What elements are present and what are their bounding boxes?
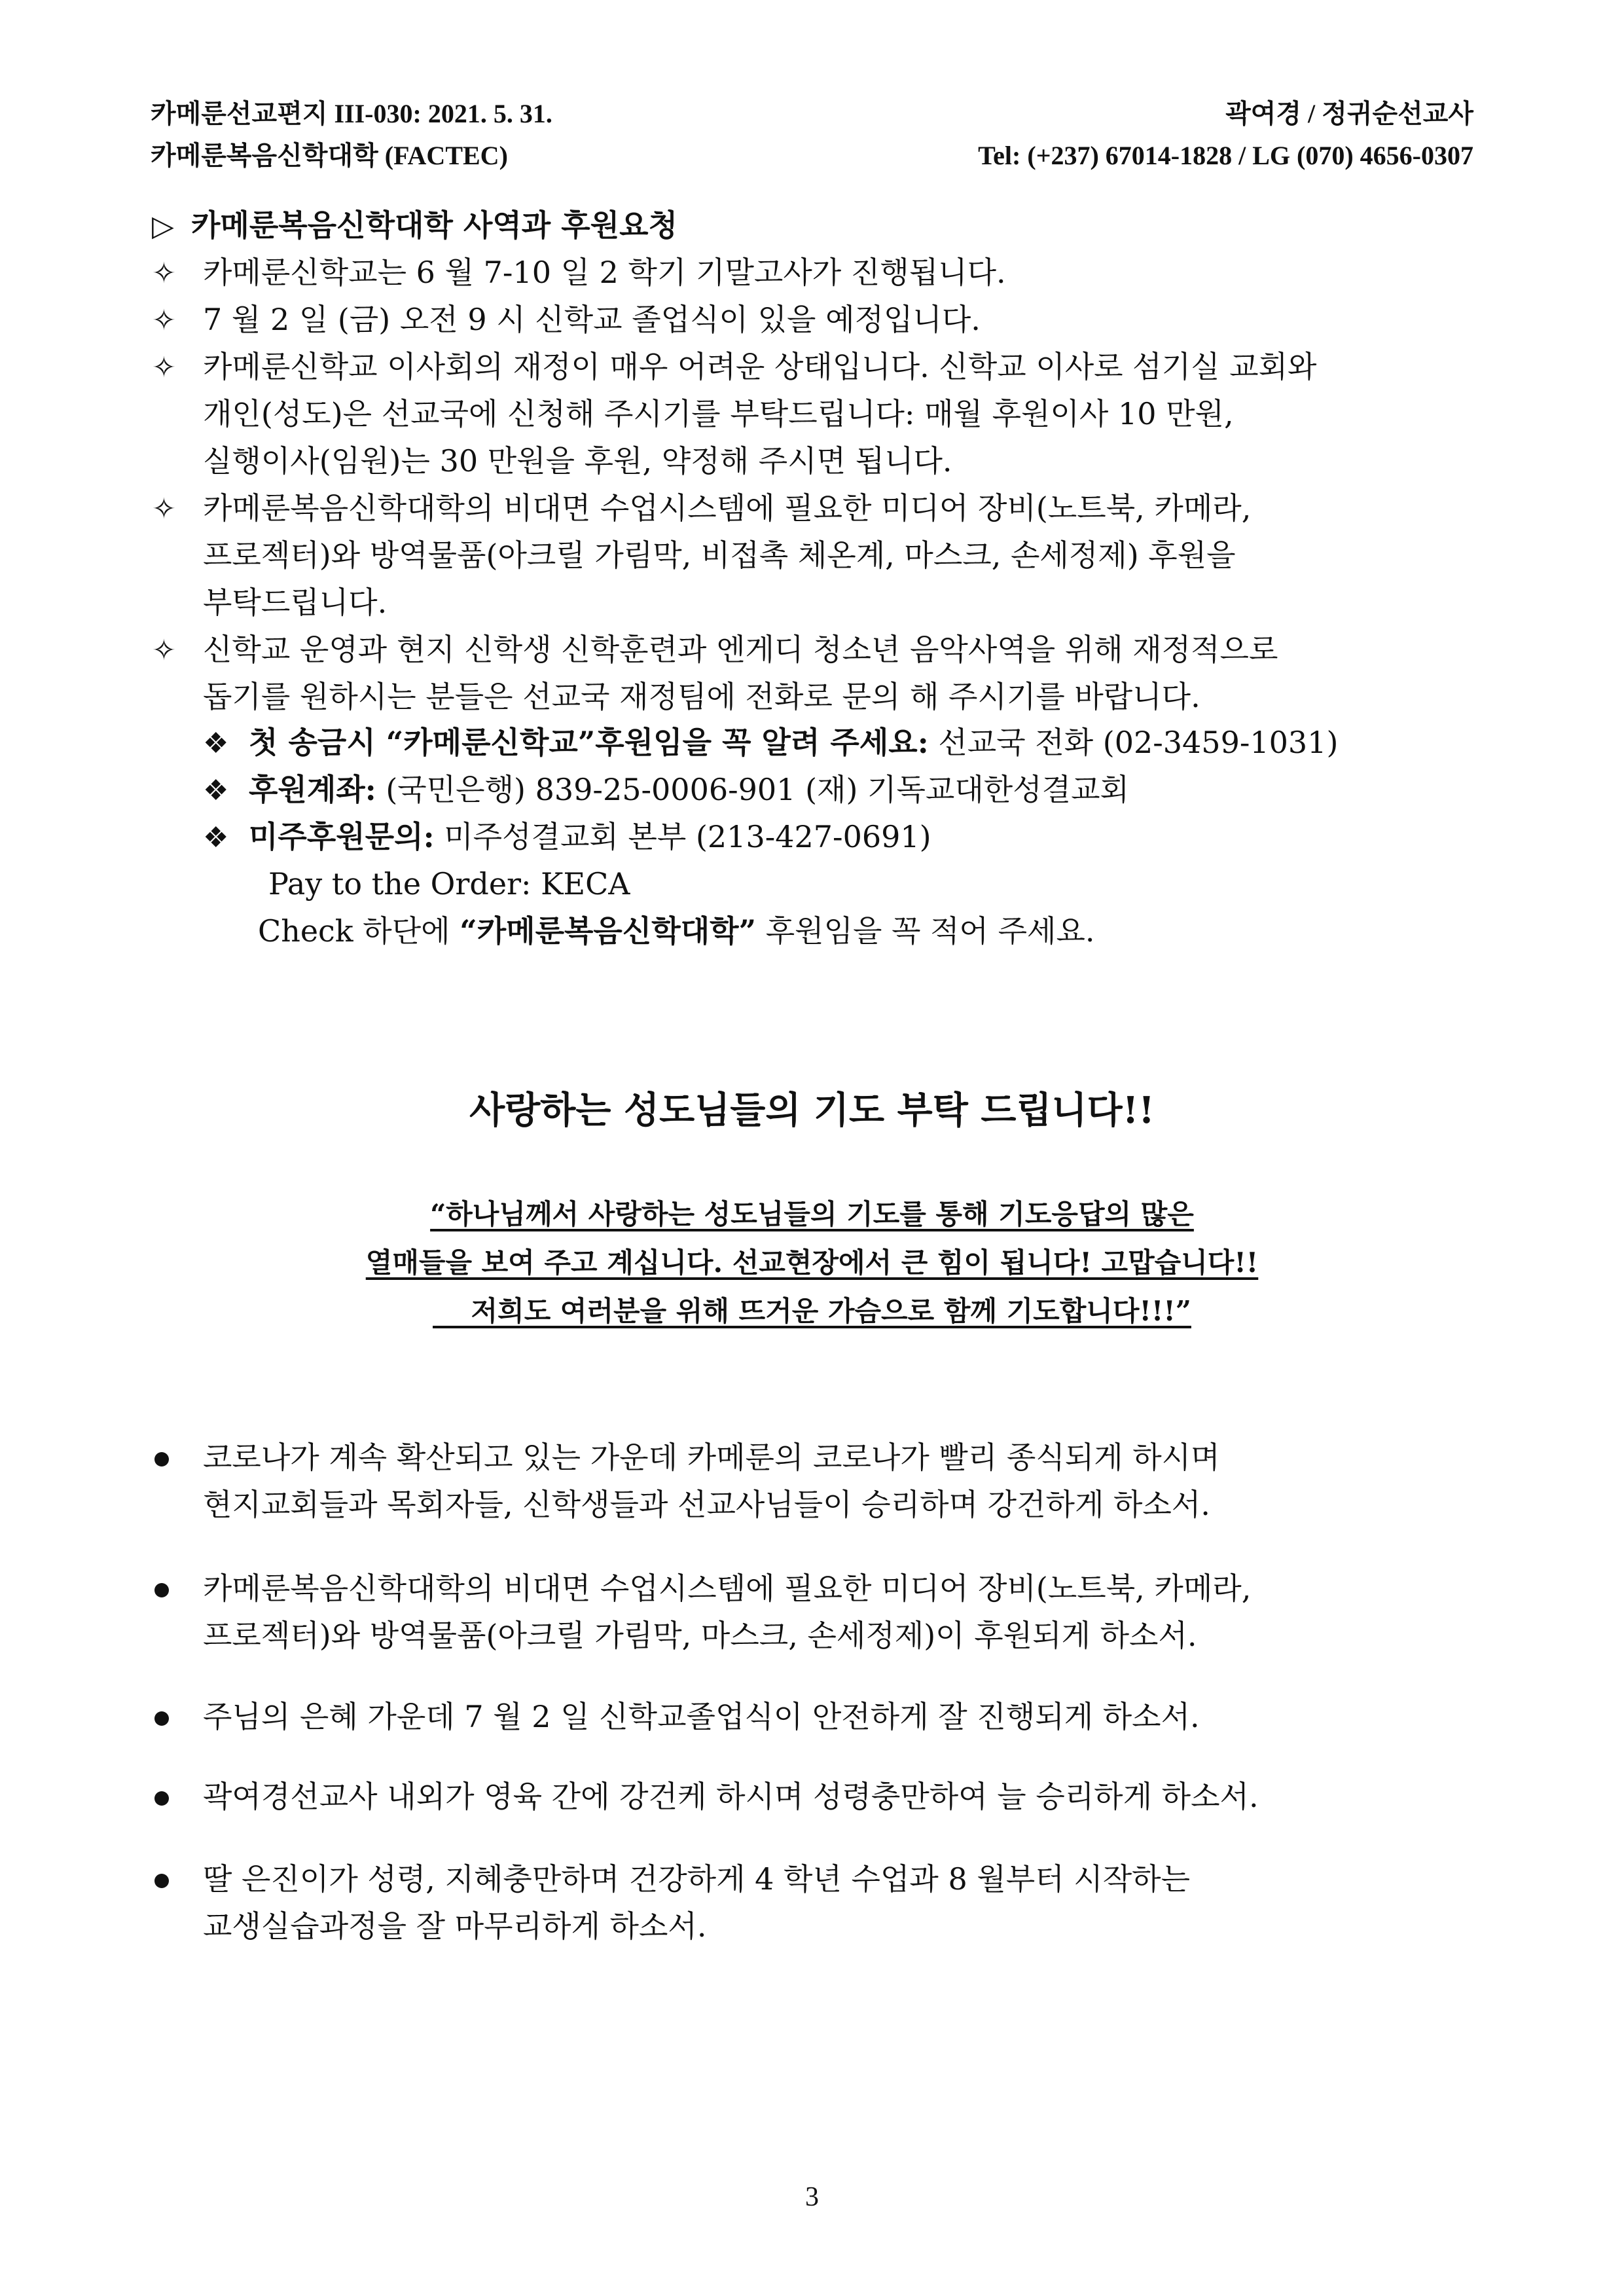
item-line: 프로젝터)와 방역물품(아크릴 가림막, 비접촉 체온계, 마스크, 손세정제) 후원을 xyxy=(203,538,1236,573)
subitem-label: 첫 송금시 “카메룬신학교”후원임을 꼭 알려 주세요: xyxy=(249,725,929,760)
prayer-line: 딸 은진이가 성령, 지혜충만하며 건강하게 4 학년 수업과 8 월부터 시작하는 xyxy=(203,1861,1191,1897)
check-note-pre: Check 하단에 xyxy=(258,913,460,949)
diamond-bullet-icon: ❖ xyxy=(203,774,229,807)
check-note-bold: “카메룬복음신학대학” xyxy=(460,913,757,949)
item-line: 신학교 운영과 현지 신학생 신학훈련과 엔게디 청소년 음악사역을 위해 재정적으로 xyxy=(203,632,1278,667)
prayer-line: 코로나가 계속 확산되고 있는 가운데 카메룬의 코로나가 빨리 종식되게 하시며 xyxy=(203,1440,1220,1475)
section-title: 카메룬복음신학대학 사역과 후원요청 xyxy=(191,208,678,243)
sparkle-bullet-icon: ✧ xyxy=(152,492,176,526)
prayer-line: 현지교회들과 목회자들, 신학생들과 선교사님들이 승리하며 강건하게 하소서. xyxy=(203,1487,1210,1522)
sparkle-bullet-icon: ✧ xyxy=(152,634,176,667)
diamond-bullet-icon: ❖ xyxy=(203,821,229,854)
item-line: 개인(성도)은 선교국에 신청해 주시기를 부탁드립니다: 매월 후원이사 10 만원, xyxy=(203,396,1234,431)
quote-line xyxy=(0,1195,1624,1233)
prayer-line: 곽여경선교사 내외가 영육 간에 강건케 하시며 성령충만하여 늘 승리하게 하소서. xyxy=(203,1779,1259,1814)
bullet-dot-icon xyxy=(154,1583,169,1597)
subitem-value: 미주성결교회 본부 (213-427-0691) xyxy=(434,819,931,854)
prayer-line: 카메룬복음신학대학의 비대면 수업시스템에 필요한 미디어 장비(노트북, 카메라, xyxy=(203,1571,1252,1606)
check-note-line xyxy=(258,911,1095,951)
prayer-line: 교생실습과정을 잘 마무리하게 하소서. xyxy=(203,1908,707,1944)
item-line: 7 월 2 일 (금) 오전 9 시 신학교 졸업식이 있을 예정입니다. xyxy=(203,302,981,337)
subitem-value: 선교국 전화 (02-3459-1031) xyxy=(928,725,1339,760)
sparkle-bullet-icon: ✧ xyxy=(152,304,176,337)
quote-text: 저희도 여러분을 위해 뜨거운 가슴으로 함께 기도합니다!!!” xyxy=(433,1295,1191,1327)
bullet-dot-icon xyxy=(154,1791,169,1806)
sparkle-bullet-icon: ✧ xyxy=(152,257,176,290)
missionary-names: 곽여경 / 정귀순선교사 xyxy=(1225,99,1473,128)
quote-text: 열매들을 보여 주고 계십니다. 선교현장에서 큰 힘이 됩니다! 고맙습니다!! xyxy=(365,1247,1259,1279)
item-line: 카메룬신학교 이사회의 재정이 매우 어려운 상태입니다. 신학교 이사로 섬기실 교회와 xyxy=(203,349,1317,384)
prayer-line: 프로젝터)와 방역물품(아크릴 가림막, 마스크, 손세정제)이 후원되게 하소서. xyxy=(203,1618,1197,1653)
page-number: 3 xyxy=(805,2182,819,2212)
section-marker-icon: ▷ xyxy=(152,210,174,243)
subitem-value: (국민은행) 839-25-0006-901 (재) 기독교대한성결교회 xyxy=(376,772,1129,807)
header-row-1 xyxy=(151,97,1473,132)
header-row-2 xyxy=(151,139,1473,174)
subitem-label: 미주후원문의: xyxy=(249,819,435,854)
item-line: 돕기를 원하시는 분들은 선교국 재정팀에 전화로 문의 해 주시기를 바랍니다. xyxy=(203,679,1200,714)
subitem-line xyxy=(249,817,931,856)
sparkle-bullet-icon: ✧ xyxy=(152,351,176,384)
pay-to-line: Pay to the Order: KECA xyxy=(268,866,630,902)
bullet-dot-icon xyxy=(154,1711,169,1726)
item-line: 부탁드립니다. xyxy=(203,585,388,620)
item-line: 카메룬복음신학대학의 비대면 수업시스템에 필요한 미디어 장비(노트북, 카메라, xyxy=(203,490,1252,526)
prayer-request-title: 사랑하는 성도님들의 기도 부탁 드립니다!! xyxy=(469,1089,1155,1132)
prayer-line: 주님의 은혜 가운데 7 월 2 일 신학교졸업식이 안전하게 잘 진행되게 하소서. xyxy=(203,1699,1200,1734)
bullet-dot-icon xyxy=(154,1874,169,1888)
bullet-dot-icon xyxy=(154,1452,169,1467)
check-note-post: 후원임을 꼭 적어 주세요. xyxy=(756,913,1095,949)
subitem-line xyxy=(249,723,1338,762)
item-line: 실행이사(임원)는 30 만원을 후원, 약정해 주시면 됩니다. xyxy=(203,443,952,479)
quote-line xyxy=(0,1244,1624,1282)
quote-text: “하나님께서 사랑하는 성도님들의 기도를 통해 기도응답의 많은 xyxy=(430,1198,1194,1230)
subitem-line xyxy=(249,770,1129,809)
quote-line xyxy=(0,1292,1624,1330)
school-name: 카메룬복음신학대학 (FACTEC) xyxy=(151,141,508,170)
contact-phone: Tel: (+237) 67014-1828 / LG (070) 4656-0307 xyxy=(978,141,1473,170)
diamond-bullet-icon: ❖ xyxy=(203,727,229,760)
item-line: 카메룬신학교는 6 월 7-10 일 2 학기 기말고사가 진행됩니다. xyxy=(203,255,1006,290)
letter-title: 카메룬선교편지 III-030: 2021. 5. 31. xyxy=(151,99,552,128)
subitem-label: 후원계좌: xyxy=(249,772,376,807)
